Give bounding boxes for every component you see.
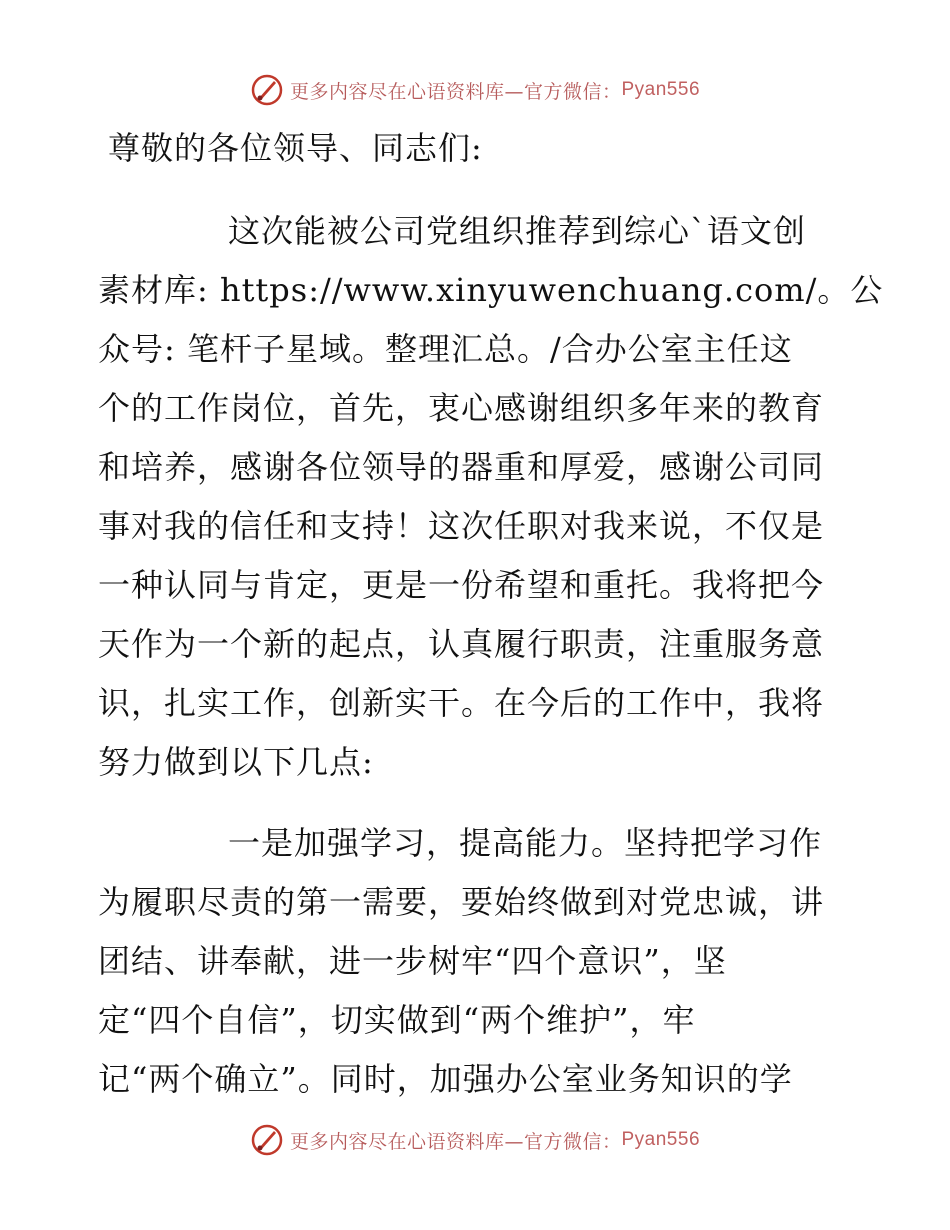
paragraph-line: 众号: 笔杆子星域。整理汇总。/合办公室主任这 [98, 330, 793, 368]
paragraph-line: 事对我的信任和支持！这次任职对我来说，不仅是 [98, 507, 825, 545]
paragraph-line: 努力做到以下几点: [98, 743, 374, 781]
footer-watermark [0, 1120, 950, 1160]
paragraph-line: 和培养，感谢各位领导的器重和厚爱，感谢公司同 [98, 448, 825, 486]
paragraph-line: 个的工作岗位，首先，衷心感谢组织多年来的教育 [98, 389, 825, 427]
quill-logo-icon [250, 73, 284, 107]
document-body [98, 122, 884, 1109]
watermark-text: 更多内容尽在心语资料库—官方微信： [289, 1130, 622, 1153]
watermark-account: Pyan556 [621, 79, 701, 100]
paragraph-line: 一是加强学习，提高能力。坚持把学习作 [228, 824, 823, 862]
paragraph-line: 天作为一个新的起点，认真履行职责，注重服务意 [98, 625, 825, 663]
paragraph-line: 定“四个自信”，切实做到“两个维护”，牢 [98, 1001, 696, 1039]
paragraph-line: 一种认同与肯定，更是一份希望和重托。我将把今 [98, 566, 825, 604]
header-watermark [0, 70, 950, 110]
watermark-account: Pyan556 [621, 1129, 701, 1150]
watermark-text: 更多内容尽在心语资料库—官方微信： [289, 80, 622, 103]
paragraph-2 [98, 814, 850, 1109]
paragraph-gap [98, 792, 850, 814]
paragraph-line: 团结、讲奉献，进一步树牢“四个意识”，坚 [98, 942, 727, 980]
salutation: 尊敬的各位领导、同志们: [108, 129, 483, 167]
paragraph-1 [98, 202, 884, 792]
paragraph-line: 识，扎实工作，创新实干。在今后的工作中，我将 [98, 684, 825, 722]
paragraph-line: 记“两个确立”。同时，加强办公室业务知识的学 [98, 1060, 793, 1098]
quill-logo-icon [250, 1123, 284, 1157]
paragraph-line: 这次能被公司党组织推荐到综心`语文创 [228, 212, 807, 250]
paragraph-line: 素材库: https://www.xinyuwenchuang.com/。公 [98, 271, 884, 309]
paragraph-line: 为履职尽责的第一需要，要始终做到对党忠诚，讲 [98, 883, 825, 921]
